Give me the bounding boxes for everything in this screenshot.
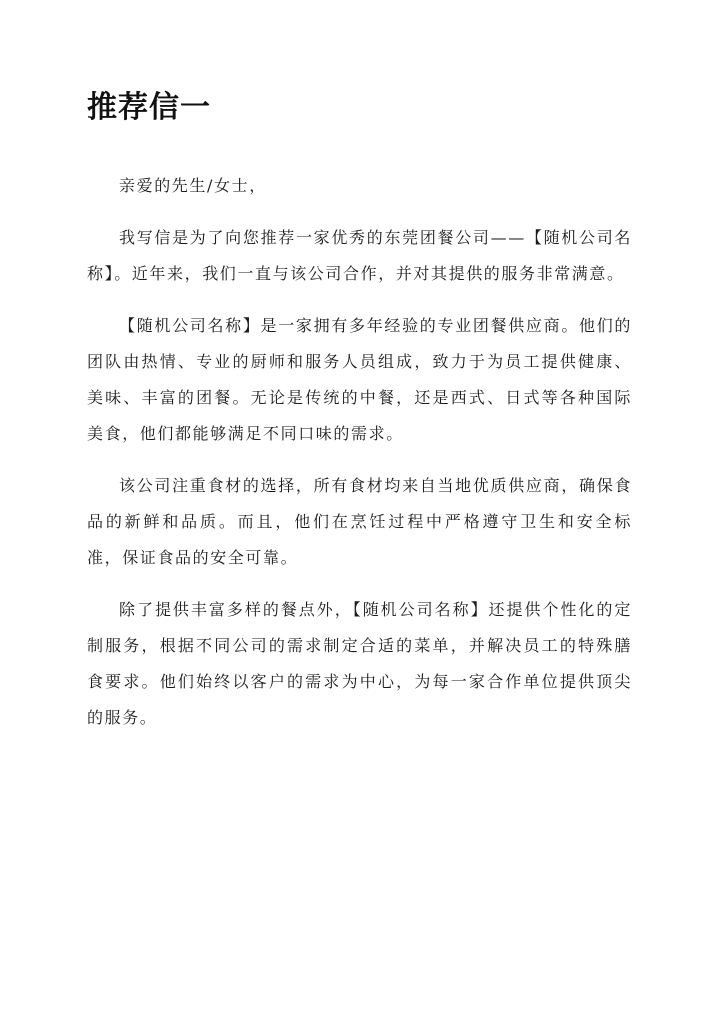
letter-body [87, 168, 632, 752]
paragraph-intro: 我写信是为了向您推荐一家优秀的东莞团餐公司——【随机公司名称】。近年来，我们一直与该公司合作，并对其提供的服务非常满意。 [87, 228, 632, 283]
paragraph-company-profile: 【随机公司名称】是一家拥有多年经验的专业团餐供应商。他们的团队由热情、专业的厨师和服务人员组成，致力于为员工提供健康、美味、丰富的团餐。无论是传统的中餐，还是西式、日式等各种国际美食，他们都能够满足不同口味的需求。 [87, 316, 632, 443]
page-title: 推荐信一 [87, 90, 211, 125]
greeting-paragraph: 亲爱的先生/女士， [119, 176, 267, 195]
paragraph-custom-service: 除了提供丰富多样的餐点外，【随机公司名称】还提供个性化的定制服务，根据不同公司的需求制定合适的菜单，并解决员工的特殊膳食要求。他们始终以客户的需求为中心，为每一家合作单位提供顶尖的服务。 [87, 600, 632, 727]
paragraph-food-quality: 该公司注重食材的选择，所有食材均来自当地优质供应商，确保食品的新鲜和品质。而且，他们在烹饪过程中严格遵守卫生和安全标准，保证食品的安全可靠。 [87, 476, 632, 567]
